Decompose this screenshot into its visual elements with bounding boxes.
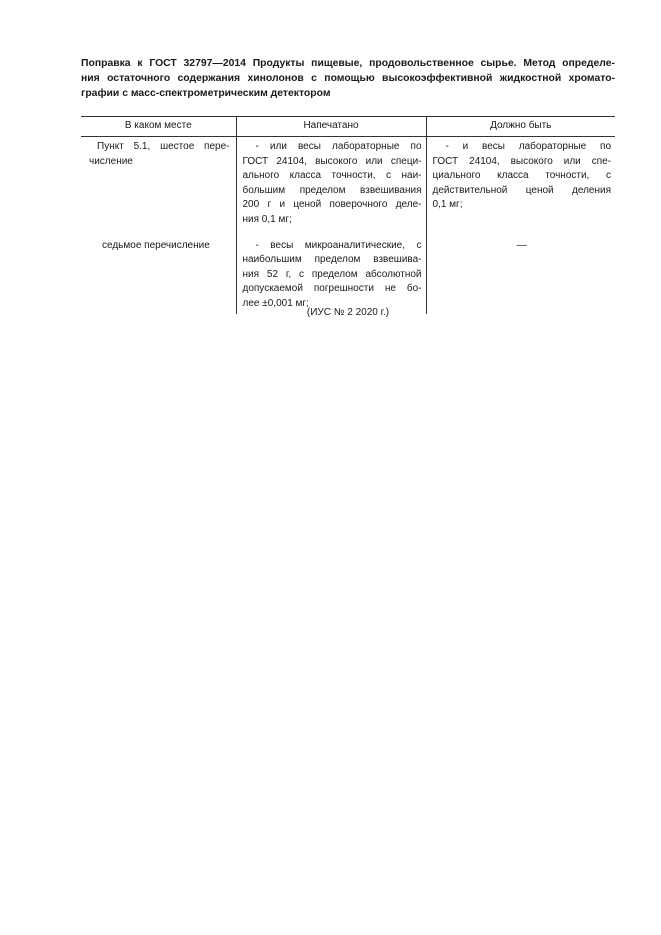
header-place: В каком месте (81, 117, 236, 137)
corrections-table (81, 116, 615, 314)
should-be-cell (426, 239, 615, 314)
cell-line: ГОСТ 24104, высокого или спе- (432, 155, 611, 167)
cell-line: Пункт 5.1, шестое пере- (97, 141, 230, 152)
should-be-cell (426, 137, 615, 239)
correction-title (81, 56, 615, 101)
printed-cell (236, 239, 426, 314)
table-row (81, 137, 615, 239)
header-should-be: Должно быть (426, 117, 615, 137)
cell-line: ния 52 г, с пределом абсолютной (242, 268, 422, 280)
printed-cell (236, 137, 426, 239)
cell-line: большим пределом взвешивания (242, 184, 422, 196)
cell-line: ГОСТ 24104, высокого или специ- (242, 155, 422, 167)
table-header-row (81, 117, 615, 137)
cell-line: наибольшим пределом взвешива- (242, 254, 422, 266)
cell-line: 0,1 мг; (432, 199, 463, 211)
place-cell (81, 239, 236, 314)
cell-line: лее ±0,001 мг; (242, 297, 309, 309)
cell-line: циального класса точности, с (432, 170, 611, 182)
cell-line: 200 г и ценой поверочного деле- (242, 199, 422, 211)
source-note: (ИУС № 2 2020 г.) (306, 307, 390, 318)
cell-line: - весы микроаналитические, с (255, 239, 422, 251)
cell-line: - или весы лабораторные по (255, 141, 422, 152)
cell-line: ния 0,1 мг; (242, 213, 292, 225)
cell-line: действительной ценой деления (432, 184, 611, 196)
place-cell (81, 137, 236, 239)
title-line: Поправка к ГОСТ 32797—2014 Продукты пищевые, продовольственное сырье. Метод определе- (81, 58, 615, 69)
cell-line: - и весы лабораторные по (445, 141, 611, 152)
header-printed: Напечатано (236, 117, 426, 137)
cell-line: ального класса точности, с наи- (242, 170, 422, 182)
table-row (81, 239, 615, 314)
cell-line: седьмое перечисление (102, 239, 210, 251)
title-line: графии с масс-спектрометрическим детектором (81, 88, 331, 99)
cell-line: — (516, 239, 527, 251)
cell-line: допускаемой погрешности не бо- (242, 283, 422, 295)
cell-line: числение (89, 155, 133, 167)
title-line: ния остаточного содержания хинолонов с помощью высокоэффективной жидкостной хромато- (81, 73, 615, 84)
